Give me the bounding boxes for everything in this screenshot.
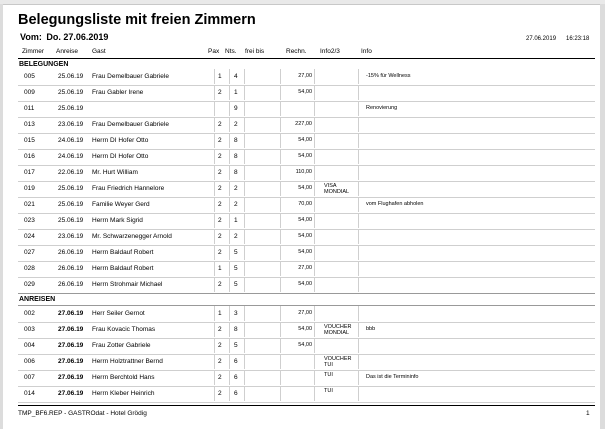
col-header-freibis: frei bis xyxy=(245,48,265,55)
table-row xyxy=(18,277,595,294)
cell-info23 xyxy=(324,183,349,195)
cell-nts: 5 xyxy=(234,265,238,272)
grid-divider xyxy=(358,354,359,369)
vom-date: Do. 27.06.2019 xyxy=(46,32,109,42)
grid-divider xyxy=(229,85,230,100)
cell-anreise: 24.06.19 xyxy=(58,153,84,160)
cell-info23 xyxy=(324,356,352,368)
print-time: 16:23:18 xyxy=(566,36,590,42)
cell-pax: 2 xyxy=(218,374,222,381)
cell-zimmer: 005 xyxy=(24,73,35,80)
grid-divider xyxy=(314,306,315,321)
grid-divider xyxy=(280,229,281,244)
table-row xyxy=(18,117,595,134)
cell-rechn: 227,00 xyxy=(295,121,312,127)
grid-divider xyxy=(314,370,315,385)
cell-anreise: 26.06.19 xyxy=(58,249,84,256)
cell-gast: Mr. Schwarzenegger Arnold xyxy=(92,233,172,240)
cell-gast: Herrn Strohmair Michael xyxy=(92,281,163,288)
grid-divider xyxy=(314,245,315,260)
cell-gast: Frau Demelbauer Gabriele xyxy=(92,73,169,80)
cell-zimmer: 006 xyxy=(24,358,35,365)
grid-divider xyxy=(229,181,230,196)
table-row xyxy=(18,213,595,230)
grid-divider xyxy=(314,133,315,148)
cell-anreise: 25.06.19 xyxy=(58,89,84,96)
grid-divider xyxy=(214,277,215,292)
cell-nts: 2 xyxy=(234,201,238,208)
cell-anreise: 27.06.19 xyxy=(58,358,84,365)
cell-anreise: 23.06.19 xyxy=(58,233,84,240)
col-header-zimmer: Zimmer xyxy=(22,48,45,55)
grid-divider xyxy=(244,277,245,292)
cell-pax: 2 xyxy=(218,281,222,288)
grid-divider xyxy=(244,306,245,321)
grid-divider xyxy=(229,245,230,260)
cell-nts: 5 xyxy=(234,249,238,256)
cell-nts: 4 xyxy=(234,73,238,80)
grid-divider xyxy=(280,277,281,292)
cell-pax: 2 xyxy=(218,249,222,256)
grid-divider xyxy=(314,261,315,276)
grid-divider xyxy=(358,245,359,260)
section-rule xyxy=(18,293,595,294)
grid-divider xyxy=(358,85,359,100)
cell-rechn: 54,00 xyxy=(298,342,312,348)
grid-divider xyxy=(314,101,315,116)
cell-pax: 2 xyxy=(218,217,222,224)
grid-divider xyxy=(358,261,359,276)
col-header-nts: Nts. xyxy=(225,48,237,55)
grid-divider xyxy=(314,197,315,212)
cell-rechn: 54,00 xyxy=(298,153,312,159)
cell-nts: 5 xyxy=(234,342,238,349)
grid-divider xyxy=(280,149,281,164)
cell-pax: 2 xyxy=(218,326,222,333)
grid-divider xyxy=(314,338,315,353)
page-number: 1 xyxy=(586,410,590,417)
cell-anreise: 23.06.19 xyxy=(58,121,84,128)
grid-divider xyxy=(214,338,215,353)
grid-divider xyxy=(229,261,230,276)
grid-divider xyxy=(214,69,215,84)
grid-divider xyxy=(244,117,245,132)
section-belegungen: BELEGUNGEN xyxy=(19,61,69,68)
cell-info2-line2: TUI xyxy=(324,388,333,394)
grid-divider xyxy=(229,386,230,401)
cell-anreise: 27.06.19 xyxy=(58,326,84,333)
cell-nts: 1 xyxy=(234,217,238,224)
grid-divider xyxy=(214,101,215,116)
cell-anreise: 25.06.19 xyxy=(58,201,84,208)
grid-divider xyxy=(358,69,359,84)
header-rule xyxy=(18,58,595,59)
grid-divider xyxy=(214,181,215,196)
cell-info23 xyxy=(324,324,352,336)
grid-divider xyxy=(358,165,359,180)
cell-zimmer: 016 xyxy=(24,153,35,160)
cell-nts: 8 xyxy=(234,137,238,144)
cell-gast: Herrn Mark Sigrid xyxy=(92,217,143,224)
col-header-pax: Pax xyxy=(208,48,220,55)
cell-rechn: 54,00 xyxy=(298,281,312,287)
grid-divider xyxy=(244,69,245,84)
cell-anreise: 25.06.19 xyxy=(58,73,84,80)
grid-divider xyxy=(244,322,245,337)
table-row xyxy=(18,386,595,403)
cell-zimmer: 002 xyxy=(24,310,35,317)
grid-divider xyxy=(214,261,215,276)
cell-zimmer: 017 xyxy=(24,169,35,176)
table-row xyxy=(18,197,595,214)
grid-divider xyxy=(244,354,245,369)
cell-zimmer: 015 xyxy=(24,137,35,144)
grid-divider xyxy=(229,133,230,148)
grid-divider xyxy=(280,245,281,260)
cell-nts: 2 xyxy=(234,233,238,240)
cell-pax: 2 xyxy=(218,153,222,160)
grid-divider xyxy=(280,306,281,321)
grid-divider xyxy=(229,165,230,180)
cell-info: bbb xyxy=(366,326,376,332)
grid-divider xyxy=(280,101,281,116)
grid-divider xyxy=(244,165,245,180)
grid-divider xyxy=(280,165,281,180)
cell-nts: 2 xyxy=(234,185,238,192)
cell-zimmer: 011 xyxy=(24,105,35,112)
grid-divider xyxy=(358,306,359,321)
grid-divider xyxy=(358,322,359,337)
grid-divider xyxy=(358,386,359,401)
cell-gast: Frau Demelbauer Gabriele xyxy=(92,121,169,128)
cell-anreise: 27.06.19 xyxy=(58,310,84,317)
grid-divider xyxy=(280,117,281,132)
cell-nts: 6 xyxy=(234,374,238,381)
grid-divider xyxy=(214,306,215,321)
table-row xyxy=(18,322,595,339)
grid-divider xyxy=(358,370,359,385)
table-row xyxy=(18,85,595,102)
cell-info2-line1: VOUCHER xyxy=(324,356,352,362)
grid-divider xyxy=(280,354,281,369)
cell-pax: 2 xyxy=(218,185,222,192)
cell-info2-line2: MONDIAL xyxy=(324,189,350,195)
cell-anreise: 26.06.19 xyxy=(58,265,84,272)
cell-info: Das ist die Termininfo xyxy=(366,374,419,380)
cell-rechn: 54,00 xyxy=(298,185,312,191)
grid-divider xyxy=(314,85,315,100)
grid-divider xyxy=(214,370,215,385)
grid-divider xyxy=(358,197,359,212)
cell-pax: 1 xyxy=(218,310,222,317)
cell-gast: Herrn DI Hofer Otto xyxy=(92,153,149,160)
cell-nts: 6 xyxy=(234,390,238,397)
grid-divider xyxy=(214,149,215,164)
col-header-info: Info xyxy=(361,48,372,55)
table-row xyxy=(18,133,595,150)
cell-rechn: 27,00 xyxy=(298,310,312,316)
grid-divider xyxy=(214,85,215,100)
grid-divider xyxy=(314,386,315,401)
cell-info2-line2: TUI xyxy=(324,362,333,368)
cell-rechn: 27,00 xyxy=(298,265,312,271)
cell-gast: Frau Friedrich Hannelore xyxy=(92,185,165,192)
cell-gast: Frau Zotter Gabriele xyxy=(92,342,151,349)
grid-divider xyxy=(229,213,230,228)
cell-gast: Familie Weyer Gerd xyxy=(92,201,150,208)
cell-zimmer: 007 xyxy=(24,374,35,381)
cell-rechn: 54,00 xyxy=(298,249,312,255)
grid-divider xyxy=(214,197,215,212)
cell-nts: 5 xyxy=(234,281,238,288)
table-row xyxy=(18,101,595,118)
grid-divider xyxy=(314,181,315,196)
cell-zimmer: 009 xyxy=(24,89,35,96)
cell-info: -15% für Wellness xyxy=(366,73,411,79)
cell-info: vom Flughafen abholen xyxy=(366,201,424,207)
grid-divider xyxy=(214,117,215,132)
table-row xyxy=(18,181,595,198)
grid-divider xyxy=(280,386,281,401)
grid-divider xyxy=(229,101,230,116)
grid-divider xyxy=(229,354,230,369)
cell-anreise: 27.06.19 xyxy=(58,374,84,381)
grid-divider xyxy=(244,133,245,148)
grid-divider xyxy=(244,261,245,276)
cell-rechn: 110,00 xyxy=(295,169,312,175)
print-date: 27.06.2019 xyxy=(526,36,557,42)
cell-gast: Herrn Baldauf Robert xyxy=(92,249,154,256)
grid-divider xyxy=(358,213,359,228)
cell-anreise: 22.06.19 xyxy=(58,169,84,176)
grid-divider xyxy=(280,69,281,84)
cell-anreise: 25.06.19 xyxy=(58,217,84,224)
grid-divider xyxy=(244,197,245,212)
cell-gast: Frau Kovacic Thomas xyxy=(92,326,156,333)
cell-pax: 2 xyxy=(218,121,222,128)
cell-gast: Mr. Hurt William xyxy=(92,169,138,176)
cell-pax: 2 xyxy=(218,233,222,240)
cell-anreise: 24.06.19 xyxy=(58,137,84,144)
table-row xyxy=(18,338,595,355)
grid-divider xyxy=(280,261,281,276)
cell-rechn: 70,00 xyxy=(298,201,312,207)
cell-pax: 1 xyxy=(218,73,222,80)
grid-divider xyxy=(229,306,230,321)
grid-divider xyxy=(280,197,281,212)
grid-divider xyxy=(229,229,230,244)
table-row xyxy=(18,261,595,278)
col-header-anreise: Anreise xyxy=(56,48,79,55)
cell-zimmer: 004 xyxy=(24,342,35,349)
cell-anreise: 27.06.19 xyxy=(58,390,84,397)
cell-gast: Herrn Baldauf Robert xyxy=(92,265,154,272)
cell-pax: 2 xyxy=(218,137,222,144)
cell-gast: Herr Seiler Gernot xyxy=(92,310,145,317)
cell-rechn: 54,00 xyxy=(298,217,312,223)
cell-zimmer: 021 xyxy=(24,201,35,208)
cell-zimmer: 028 xyxy=(24,265,35,272)
grid-divider xyxy=(280,181,281,196)
cell-rechn: 54,00 xyxy=(298,233,312,239)
section-anreisen: ANREISEN xyxy=(19,296,56,303)
cell-anreise: 25.06.19 xyxy=(58,185,84,192)
grid-divider xyxy=(280,85,281,100)
cell-pax: 2 xyxy=(218,169,222,176)
grid-divider xyxy=(214,354,215,369)
cell-info: Renovierung xyxy=(366,105,398,111)
grid-divider xyxy=(229,117,230,132)
report-title: Belegungsliste mit freien Zimmern xyxy=(18,12,256,28)
cell-pax: 2 xyxy=(218,89,222,96)
report-page xyxy=(3,5,600,429)
table-row xyxy=(18,306,595,323)
cell-rechn: 54,00 xyxy=(298,89,312,95)
cell-nts: 8 xyxy=(234,153,238,160)
cell-nts: 1 xyxy=(234,89,238,96)
grid-divider xyxy=(314,277,315,292)
grid-divider xyxy=(214,213,215,228)
cell-pax: 2 xyxy=(218,342,222,349)
grid-divider xyxy=(244,245,245,260)
cell-gast: Herrn Holztrattner Bernd xyxy=(92,358,163,365)
grid-divider xyxy=(358,277,359,292)
grid-divider xyxy=(358,101,359,116)
cell-anreise: 26.06.19 xyxy=(58,281,84,288)
grid-divider xyxy=(314,229,315,244)
grid-divider xyxy=(214,322,215,337)
table-row xyxy=(18,149,595,166)
cell-gast: Herrn Berchtold Hans xyxy=(92,374,155,381)
table-row xyxy=(18,245,595,262)
grid-divider xyxy=(244,181,245,196)
cell-info2-line2: MONDIAL xyxy=(324,330,350,336)
cell-zimmer: 003 xyxy=(24,326,35,333)
cell-rechn: 54,00 xyxy=(298,137,312,143)
cell-info2-line2: TUI xyxy=(324,372,333,378)
cell-pax: 2 xyxy=(218,390,222,397)
table-row xyxy=(18,69,595,86)
cell-nts: 3 xyxy=(234,310,238,317)
grid-divider xyxy=(280,370,281,385)
vom-label: Vom: xyxy=(20,32,42,42)
grid-divider xyxy=(358,338,359,353)
cell-rechn: 27,00 xyxy=(298,73,312,79)
grid-divider xyxy=(280,322,281,337)
cell-zimmer: 023 xyxy=(24,217,35,224)
grid-divider xyxy=(229,338,230,353)
grid-divider xyxy=(214,245,215,260)
grid-divider xyxy=(229,322,230,337)
cell-nts: 8 xyxy=(234,326,238,333)
grid-divider xyxy=(314,354,315,369)
cell-info2-line1: VOUCHER xyxy=(324,324,352,330)
cell-anreise: 27.06.19 xyxy=(58,342,84,349)
grid-divider xyxy=(314,165,315,180)
grid-divider xyxy=(244,85,245,100)
cell-zimmer: 014 xyxy=(24,390,35,397)
cell-zimmer: 029 xyxy=(24,281,35,288)
cell-info23 xyxy=(324,388,333,394)
report-date-range xyxy=(18,32,108,42)
grid-divider xyxy=(244,213,245,228)
grid-divider xyxy=(244,386,245,401)
cell-info2-line1: VISA xyxy=(324,183,337,189)
table-row xyxy=(18,354,595,371)
grid-divider xyxy=(280,213,281,228)
grid-divider xyxy=(280,133,281,148)
grid-divider xyxy=(358,181,359,196)
footer-rule xyxy=(18,405,595,406)
cell-rechn: 54,00 xyxy=(298,326,312,332)
grid-divider xyxy=(358,133,359,148)
grid-divider xyxy=(314,322,315,337)
grid-divider xyxy=(229,197,230,212)
grid-divider xyxy=(358,149,359,164)
grid-divider xyxy=(214,229,215,244)
grid-divider xyxy=(229,149,230,164)
cell-gast: Herrn Kleber Heinrich xyxy=(92,390,155,397)
footer-text: TMP_BF6.REP - GASTROdat - Hotel Grödig xyxy=(18,410,147,417)
col-header-rechn: Rechn. xyxy=(286,48,307,55)
grid-divider xyxy=(229,69,230,84)
cell-anreise: 25.06.19 xyxy=(58,105,84,112)
grid-divider xyxy=(214,386,215,401)
cell-gast: Frau Gabler Irene xyxy=(92,89,144,96)
grid-divider xyxy=(244,229,245,244)
cell-nts: 6 xyxy=(234,358,238,365)
grid-divider xyxy=(244,370,245,385)
col-header-gast: Gast xyxy=(92,48,106,55)
cell-pax: 1 xyxy=(218,265,222,272)
col-header-info23: Info2/3 xyxy=(320,48,340,55)
grid-divider xyxy=(280,338,281,353)
grid-divider xyxy=(314,213,315,228)
cell-zimmer: 019 xyxy=(24,185,35,192)
cell-gast: Herrn DI Hofer Otto xyxy=(92,137,149,144)
grid-divider xyxy=(314,69,315,84)
cell-zimmer: 013 xyxy=(24,121,35,128)
grid-divider xyxy=(358,229,359,244)
grid-divider xyxy=(214,133,215,148)
cell-info23 xyxy=(324,372,333,378)
table-row xyxy=(18,165,595,182)
grid-divider xyxy=(244,149,245,164)
cell-pax: 2 xyxy=(218,201,222,208)
cell-nts: 9 xyxy=(234,105,238,112)
grid-divider xyxy=(244,338,245,353)
grid-divider xyxy=(229,277,230,292)
cell-zimmer: 024 xyxy=(24,233,35,240)
grid-divider xyxy=(358,117,359,132)
grid-divider xyxy=(229,370,230,385)
cell-nts: 8 xyxy=(234,169,238,176)
cell-zimmer: 027 xyxy=(24,249,35,256)
table-row xyxy=(18,229,595,246)
cell-nts: 2 xyxy=(234,121,238,128)
cell-pax: 2 xyxy=(218,358,222,365)
grid-divider xyxy=(214,165,215,180)
grid-divider xyxy=(244,101,245,116)
grid-divider xyxy=(314,149,315,164)
table-row xyxy=(18,370,595,387)
grid-divider xyxy=(314,117,315,132)
